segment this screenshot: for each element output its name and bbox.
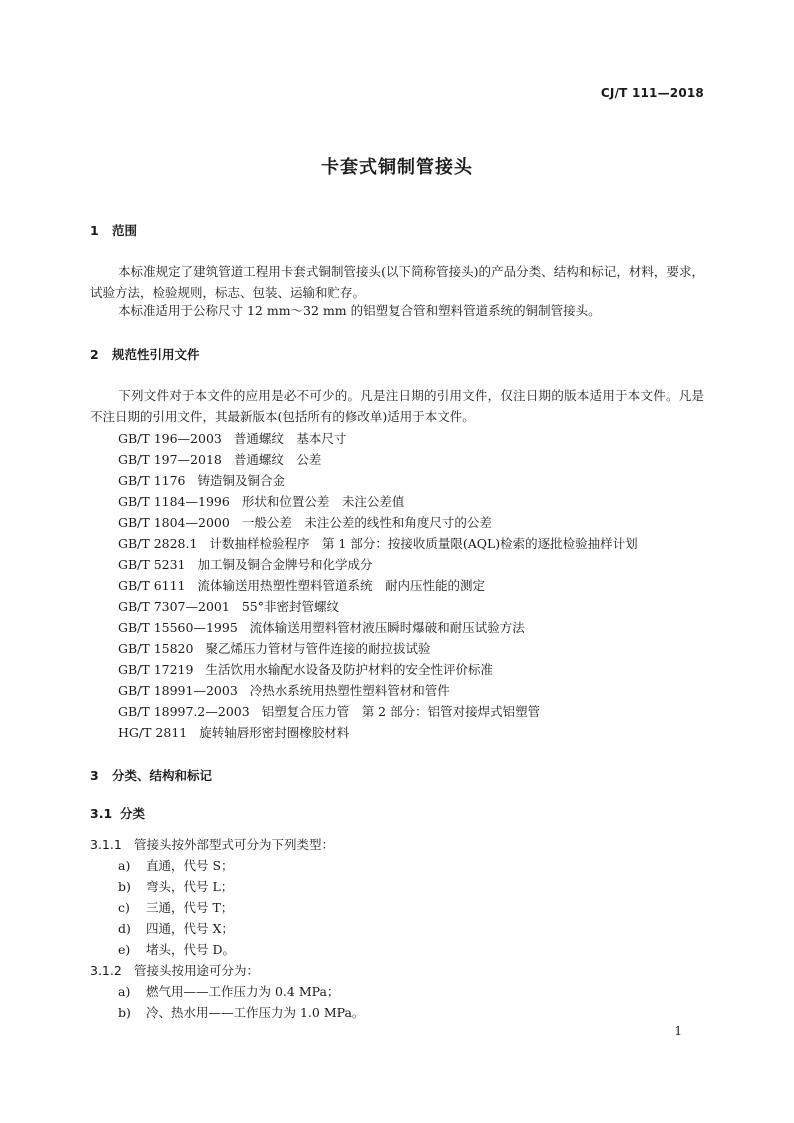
list-text: 弯头，代号 L； [146,879,234,894]
reference-code: HG/T 2811 [118,725,188,740]
list-label: b) [118,1005,131,1020]
reference-item [118,513,492,531]
page-number: 1 [674,1024,682,1038]
list-item [118,919,234,937]
list-text: 三通，代号 T； [146,900,234,915]
reference-item [118,681,450,699]
paragraph-text: 本标准适用于公称尺寸 12 mm～32 mm 的铝塑复合管和塑料管道系统的铜制管接头。 [118,303,601,318]
section-title: 范围 [112,223,138,238]
document-title: 卡套式铜制管接头 [321,157,473,178]
reference-title: 铝塑复合压力管 第 2 部分：铝管对接焊式铝塑管 [261,704,541,719]
reference-code: GB/T 6111 [118,578,186,593]
reference-item [118,492,404,510]
section-number: 3 [90,768,99,783]
section-3-heading [90,766,212,784]
list-label: d) [118,921,131,936]
reference-title: 聚乙烯压力管材与管件连接的耐拉拔试验 [205,641,431,656]
paragraph-text: 本标准规定了建筑管道工程用卡套式铜制管接头(以下简称管接头)的产品分类、结构和标记，材料，要求，试验方法，检验规则，标志、包装、运输和贮存。 [90,264,704,300]
reference-code: GB/T 196—2003 [118,431,222,446]
list-item [118,877,233,895]
reference-title: 普通螺纹 公差 [233,452,322,467]
clause-3-1-2 [90,961,259,979]
reference-item [118,555,373,573]
reference-code: GB/T 7307—2001 [118,599,230,614]
list-label: a) [118,858,131,873]
reference-title: 流体输送用热塑性塑料管道系统 耐内压性能的测定 [197,578,486,593]
reference-item [118,534,638,552]
list-label: b) [118,879,131,894]
list-label: e) [118,942,131,957]
reference-item [118,618,525,636]
list-item [118,898,233,916]
reference-code: GB/T 2828.1 [118,536,198,551]
reference-code: GB/T 18991—2003 [118,683,238,698]
reference-code: GB/T 197—2018 [118,452,222,467]
reference-item [118,471,285,489]
section-1-paragraph-1 [90,261,704,303]
list-text: 四通，代号 X； [146,921,234,936]
reference-code: GB/T 1176 [118,473,186,488]
section-2-heading [90,345,200,363]
reference-item [118,723,349,741]
list-label: a) [118,984,131,999]
reference-item [118,429,346,447]
list-item [118,982,339,1000]
section-number: 1 [90,223,99,238]
list-item [118,1003,364,1021]
section-title: 分类 [120,806,146,821]
reference-item [118,639,430,657]
list-text: 堵头，代号 D。 [146,942,235,957]
reference-title: 冷热水系统用热塑性塑料管材和管件 [249,683,450,698]
reference-title: 普通螺纹 基本尺寸 [233,431,347,446]
list-text: 燃气用——工作压力为 0.4 MPa； [146,984,340,999]
reference-code: GB/T 1184—1996 [118,494,230,509]
reference-title: 铸造铜及铜合金 [197,473,286,488]
section-3-1-heading [90,804,145,822]
list-label: c) [118,900,130,915]
clause-number: 3.1.1 [90,837,122,852]
reference-item [118,597,339,615]
section-title: 规范性引用文件 [112,347,200,362]
reference-code: GB/T 15560—1995 [118,620,238,635]
section-title: 分类、结构和标记 [112,768,213,783]
reference-title: 生活饮用水输配水设备及防护材料的安全性评价标准 [205,662,493,677]
reference-title: 旋转轴唇形密封圈橡胶材料 [199,725,350,740]
reference-title: 一般公差 未注公差的线性和角度尺寸的公差 [241,515,492,530]
clause-text: 管接头按用途可分为： [134,963,260,978]
clause-3-1-1 [90,835,334,853]
reference-title: 流体输送用塑料管材液压瞬时爆破和耐压试验方法 [249,620,525,635]
standard-code: CJ/T 111—2018 [600,86,704,100]
list-item [118,856,234,874]
reference-code: GB/T 15820 [118,641,194,656]
list-text: 直通，代号 S； [146,858,234,873]
section-1-paragraph-2 [90,300,704,321]
reference-item [118,576,485,594]
reference-item [118,702,540,720]
section-2-paragraph-1 [90,385,704,427]
list-item [118,940,235,958]
reference-item [118,660,493,678]
section-number: 3.1 [90,806,113,821]
reference-title: 形状和位置公差 未注公差值 [241,494,405,509]
reference-code: GB/T 18997.2—2003 [118,704,250,719]
section-1-heading [90,221,137,239]
reference-title: 计数抽样检验程序 第 1 部分：按接收质量限(AQL)检索的逐批检验抽样计划 [209,536,638,551]
clause-number: 3.1.2 [90,963,122,978]
reference-title: 加工铜及铜合金牌号和化学成分 [197,557,373,572]
reference-title: 55°非密封管螺纹 [241,599,339,614]
reference-code: GB/T 5231 [118,557,186,572]
section-number: 2 [90,347,99,362]
paragraph-text: 下列文件对于本文件的应用是必不可少的。凡是注日期的引用文件，仅注日期的版本适用于本文件。凡是不注日期的引用文件，其最新版本(包括所有的修改单)适用于本文件。 [90,388,704,424]
clause-text: 管接头按外部型式可分为下列类型： [134,837,335,852]
reference-code: GB/T 17219 [118,662,194,677]
list-text: 冷、热水用——工作压力为 1.0 MPa。 [146,1005,365,1020]
reference-code: GB/T 1804—2000 [118,515,230,530]
reference-item [118,450,321,468]
